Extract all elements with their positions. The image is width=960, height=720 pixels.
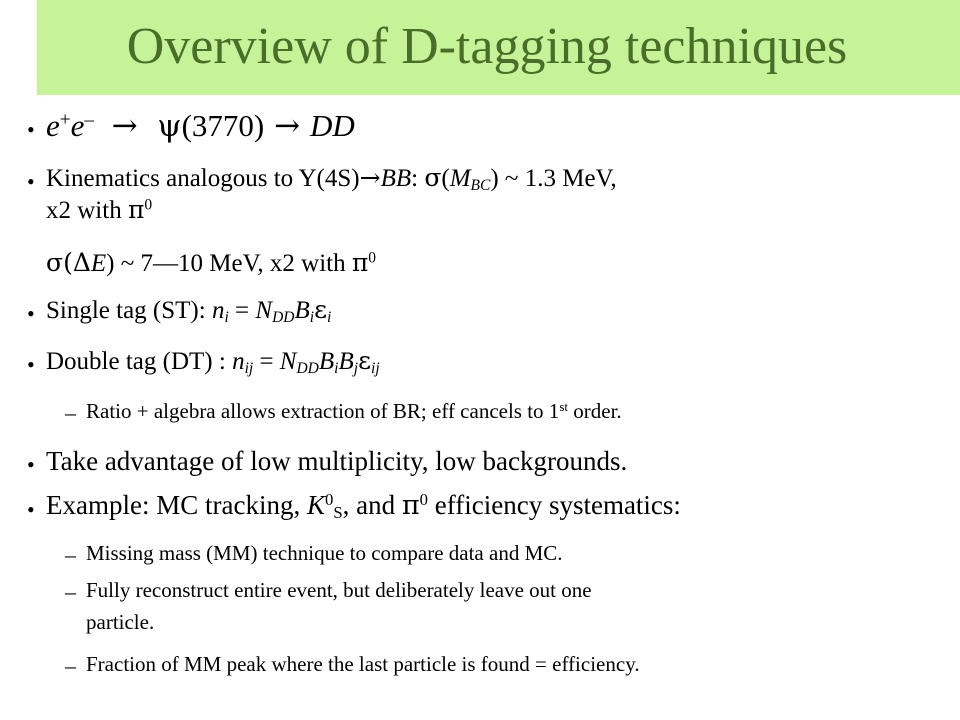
bullet-2-line-2: x2 with $\pi^0$ xyxy=(46,195,153,224)
bullet-5-text: Take advantage of low multiplicity, low backgrounds. xyxy=(46,446,628,476)
bullet-4-text: Double tag (DT) : $n_{ij} = N_{DD}B_iB_j\varepsilon_{ij}$ xyxy=(46,346,380,377)
bullet-4-sub-1-text: Ratio + algebra allows extraction of BR; eff cancels to 1st order. xyxy=(86,398,622,423)
bullet-marker: • xyxy=(27,352,35,377)
sub-bullet-marker: – xyxy=(65,653,76,678)
bullet-marker: • xyxy=(27,169,35,194)
sub-bullet-marker: – xyxy=(65,579,76,604)
bullet-1-text: e+e– → ψ(3770) → DD xyxy=(46,108,355,144)
bullet-6-sub-3-text: Fraction of MM peak where the last particle is found = efficiency. xyxy=(86,652,640,676)
bullet-6-sub-2-line-2: particle. xyxy=(86,610,155,634)
bullet-marker: • xyxy=(27,497,35,522)
bullet-2-continuation: σ(ΔE) ~ 7—10 MeV, x2 with $\pi^0$ xyxy=(46,248,377,277)
bullet-6-sub-1-text: Missing mass (MM) technique to compare data and MC. xyxy=(86,541,563,565)
sub-bullet-marker: – xyxy=(65,400,76,425)
bullet-6-sub-2-line-1: Fully reconstruct entire event, but deliberately leave out one xyxy=(86,578,592,602)
bullet-marker: • xyxy=(27,452,35,477)
bullet-3-text: Single tag (ST): $n_i = N_{DD}B_i\varepsilon_i$ xyxy=(46,295,332,326)
bullet-marker: • xyxy=(27,117,35,142)
bullet-marker: • xyxy=(27,301,35,326)
slide-title: Overview of D-tagging techniques xyxy=(126,18,848,75)
bullet-2-line-1: Kinematics analogous to Y(4S)→BB: $\sigma(M_{BC})$ ~ 1.3 MeV, xyxy=(46,163,617,194)
bullet-6-text: Example: MC tracking, $K^0_S$, and $\pi^0$ efficiency systematics: xyxy=(46,489,681,523)
sub-bullet-marker: – xyxy=(65,542,76,567)
